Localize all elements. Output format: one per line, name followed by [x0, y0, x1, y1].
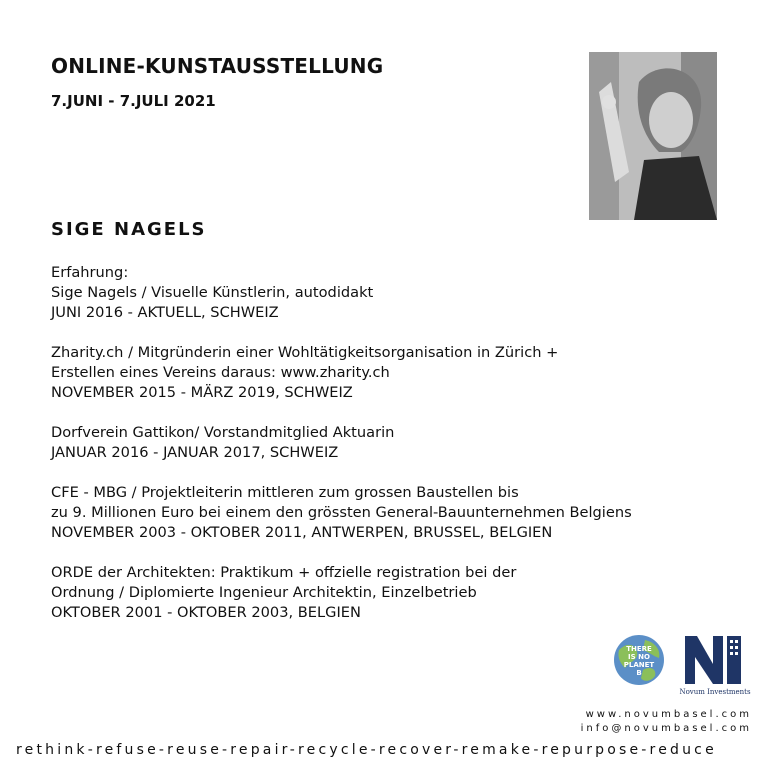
- bio-line: Ordnung / Diplomierte Ingenieur Architektin, Einzelbetrieb: [51, 584, 477, 601]
- no-planet-b-logo: [613, 634, 665, 686]
- bio-line: Dorfverein Gattikon/ Vorstandmitglied Aktuarin: [51, 424, 395, 441]
- bio-block: [51, 483, 681, 543]
- bio-line: ORDE der Architekten: Praktikum + offzielle registration bei der: [51, 564, 517, 581]
- globe-text: THERE: [626, 645, 652, 653]
- tagline: rethink-refuse-reuse-repair-recycle-recover-remake-repurpose-reduce: [16, 742, 717, 758]
- bio-line: NOVEMBER 2003 - OKTOBER 2011, ANTWERPEN, BRUSSEL, BELGIEN: [51, 524, 553, 541]
- bio-line: JUNI 2016 - AKTUELL, SCHWEIZ: [51, 304, 279, 321]
- bio-block: [51, 283, 681, 323]
- bio-line: JANUAR 2016 - JANUAR 2017, SCHWEIZ: [51, 444, 339, 461]
- bio-intro: Erfahrung:: [51, 264, 129, 281]
- bio-block: [51, 563, 681, 623]
- globe-text: IS NO: [628, 653, 650, 661]
- artist-photo: [589, 52, 717, 220]
- bio-line: CFE - MBG / Projektleiterin mittleren zum grossen Baustellen bis: [51, 484, 519, 501]
- email-link[interactable]: info@novumbasel.com: [580, 723, 752, 734]
- novum-logo-text: Novum Investments: [679, 688, 751, 696]
- bio-line: OKTOBER 2001 - OKTOBER 2003, BELGIEN: [51, 604, 361, 621]
- globe-text: PLANET: [623, 661, 655, 669]
- bio-line: NOVEMBER 2015 - MÄRZ 2019, SCHWEIZ: [51, 384, 353, 401]
- website-link[interactable]: www.novumbasel.com: [585, 709, 752, 720]
- bio-line: zu 9. Millionen Euro bei einem den grössten General-Bauunternehmen Belgiens: [51, 504, 632, 521]
- novum-investments-logo: [679, 632, 751, 696]
- exhibition-dates: 7.JUNI - 7.JULI 2021: [51, 92, 216, 110]
- bio-line: Erstellen eines Vereins daraus: www.zharity.ch: [51, 364, 390, 381]
- contact-info: [581, 708, 752, 736]
- bio-line: Zharity.ch / Mitgründerin einer Wohltätigkeitsorganisation in Zürich +: [51, 344, 559, 361]
- bio-line: Sige Nagels / Visuelle Künstlerin, autodidakt: [51, 284, 374, 301]
- bio-text: [51, 263, 681, 643]
- bio-block: [51, 343, 681, 403]
- bio-block: [51, 423, 681, 463]
- globe-text: B: [636, 669, 642, 677]
- exhibition-title: ONLINE-KUNSTAUSSTELLUNG: [51, 54, 384, 78]
- artist-name: SIGE NAGELS: [51, 219, 207, 240]
